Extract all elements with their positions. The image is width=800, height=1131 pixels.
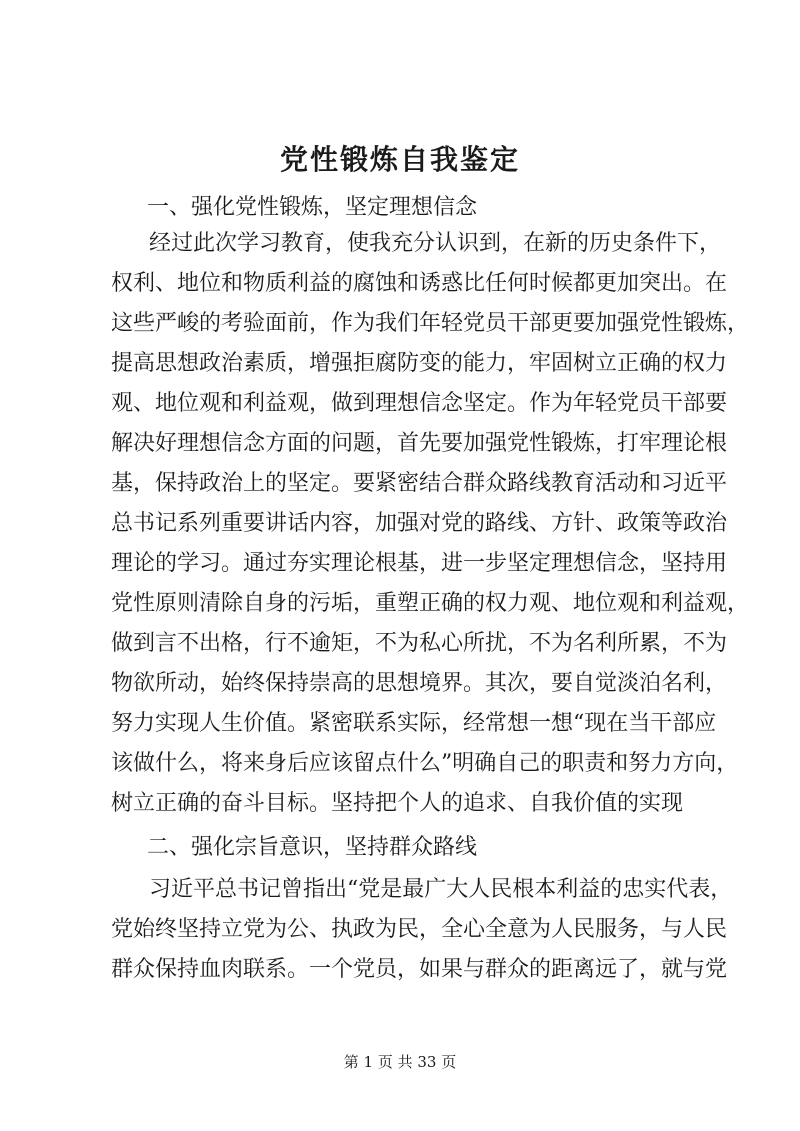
- paragraph-line: 基，保持政治上的坚定。要紧密结合群众路线教育活动和习近平: [111, 471, 728, 496]
- section-heading-1: 一、强化党性锻炼，坚定理想信念: [147, 195, 478, 220]
- paragraph-line: 习近平总书记曾指出“党是最广大人民根本利益的忠实代表，: [149, 877, 733, 902]
- paragraph-line: 群众保持血肉联系。一个党员，如果与群众的距离远了，就与党: [111, 957, 728, 982]
- paragraph-line: 努力实现人生价值。紧密联系实际，经常想一想“现在当干部应: [111, 711, 717, 736]
- paragraph-line: 权利、地位和物质利益的腐蚀和诱惑比任何时候都更加突出。在: [111, 271, 728, 296]
- paragraph-line: 党性原则清除自身的污垢，重塑正确的权力观、地位观和利益观，: [111, 591, 750, 616]
- document-title: 党性锻炼自我鉴定: [279, 143, 520, 176]
- paragraph-line: 理论的学习。通过夯实理论根基，进一步坚定理想信念，坚持用: [111, 551, 728, 576]
- paragraph-line: 总书记系列重要讲话内容，加强对党的路线、方针、政策等政治: [111, 511, 728, 536]
- paragraph-line: 经过此次学习教育，使我充分认识到，在新的历史条件下，: [149, 231, 722, 256]
- paragraph-line: 提高思想政治素质，增强拒腐防变的能力，牢固树立正确的权力: [111, 351, 728, 376]
- paragraph-line: 物欲所动，始终保持崇高的思想境界。其次，要自觉淡泊名利，: [111, 671, 728, 696]
- paragraph-line: 解决好理想信念方面的问题，首先要加强党性锻炼，打牢理论根: [111, 431, 728, 456]
- paragraph-line: 该做什么，将来身后应该留点什么”明确自己的职责和努力方向，: [111, 751, 739, 776]
- section-heading-2: 二、强化宗旨意识，坚持群众路线: [147, 835, 478, 860]
- paragraph-line: 党始终坚持立党为公、执政为民，全心全意为人民服务，与人民: [111, 917, 728, 942]
- paragraph-line: 做到言不出格，行不逾矩，不为私心所扰，不为名利所累，不为: [111, 631, 728, 656]
- paragraph-line: 树立正确的奋斗目标。坚持把个人的追求、自我价值的实现: [111, 791, 684, 816]
- page-footer: 第 1 页 共 33 页: [343, 1053, 457, 1071]
- paragraph-line: 这些严峻的考验面前，作为我们年轻党员干部更要加强党性锻炼，: [111, 311, 750, 336]
- paragraph-line: 观、地位观和利益观，做到理想信念坚定。作为年轻党员干部要: [111, 391, 728, 416]
